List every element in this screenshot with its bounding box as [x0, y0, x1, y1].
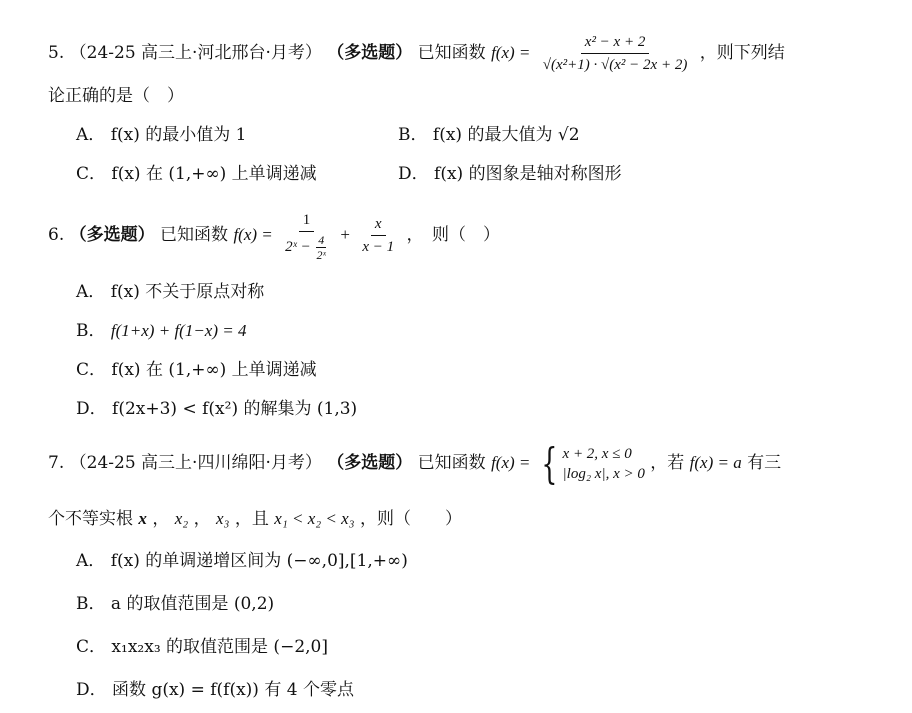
option-text: f(x) 的最小值为 1 — [110, 125, 247, 145]
option-text: f(x) 在 (1,+∞) 上单调递减 — [111, 164, 317, 184]
fraction-denominator: x − 1 — [362, 239, 395, 255]
nested-numerator: 4 — [318, 232, 325, 247]
stem-text: ，则（ ） — [360, 509, 462, 529]
option-label: C． — [76, 637, 107, 657]
option-text: f(x) 的图象是轴对称图形 — [434, 164, 622, 184]
option-text: x₁x₂x₃ 的取值范围是 (−2,0] — [111, 637, 328, 657]
separator: ， — [152, 509, 170, 529]
q6-option-c[interactable] — [76, 358, 317, 382]
inequality: x₁ < x₂ < x₃ — [274, 509, 355, 528]
question-7-stem-cont — [48, 507, 462, 531]
function-lhs: f(x) = — [233, 225, 273, 244]
q5-option-c[interactable] — [76, 162, 317, 186]
option-text: f(x) 不关于原点对称 — [110, 282, 265, 302]
option-label: D． — [76, 680, 107, 700]
option-label: A． — [76, 125, 106, 145]
question-7-stem — [48, 438, 781, 488]
q6-option-b[interactable] — [76, 319, 246, 343]
question-5-stem — [48, 32, 785, 75]
question-number: 6. — [48, 225, 65, 245]
stem-text: 已知函数 — [160, 225, 229, 245]
variable-x1: x — [138, 509, 147, 528]
option-label: D． — [76, 399, 107, 419]
separator: ， — [193, 509, 211, 529]
q7-option-a[interactable] — [76, 549, 408, 573]
function-fraction — [539, 32, 692, 75]
question-5-stem-cont — [48, 84, 184, 108]
case-1: x + 2, x ≤ 0 — [562, 445, 632, 462]
fraction-2 — [358, 214, 398, 257]
nested-fraction — [315, 233, 328, 262]
q5-option-d[interactable] — [398, 162, 622, 186]
variable-x3: x₃ — [216, 509, 230, 528]
q7-option-c[interactable] — [76, 635, 328, 659]
fraction-denominator — [281, 232, 332, 262]
option-label: A． — [76, 282, 106, 302]
denominator-term: 2ˣ − — [285, 238, 311, 255]
option-text: a 的取值范围是 (0,2) — [110, 594, 275, 614]
fraction-numerator: x — [371, 214, 386, 236]
stem-text: ，则下列结 — [699, 43, 785, 63]
stem-text: 已知函数 — [417, 453, 486, 473]
option-text: f(2x+3) < f(x²) 的解集为 (1,3) — [112, 399, 358, 419]
question-source: （24-25 高三上·河北邢台·月考） — [69, 43, 322, 63]
q5-option-a[interactable] — [76, 123, 246, 147]
option-label: B． — [76, 321, 106, 341]
q7-option-b[interactable] — [76, 592, 274, 616]
stem-text: 已知函数 — [417, 43, 486, 63]
option-text: f(x) 的最大值为 √2 — [432, 125, 580, 145]
option-label: A． — [76, 551, 106, 571]
option-text: 函数 g(x) = f(f(x)) 有 4 个零点 — [112, 680, 354, 700]
variable-x2: x₂ — [174, 509, 189, 528]
stem-text: 有三 — [747, 453, 782, 473]
stem-text: 个不等实根 — [48, 509, 133, 529]
question-tag: （多选题） — [327, 453, 413, 473]
nested-denominator: 2ˣ — [316, 247, 326, 262]
fraction-1 — [281, 210, 332, 262]
option-label: C． — [76, 360, 107, 380]
stem-text: ， 则（ ） — [406, 225, 501, 245]
question-tag: （多选题） — [327, 43, 413, 63]
case-2: |log₂ x|, x > 0 — [562, 465, 645, 482]
q6-option-a[interactable] — [76, 280, 264, 304]
fraction-numerator: x² − x + 2 — [581, 32, 650, 54]
function-lhs: f(x) = — [491, 453, 531, 472]
stem-text: 论正确的是（ ） — [48, 86, 184, 106]
question-tag: （多选题） — [69, 225, 155, 245]
fraction-denominator: √(x²+1) · √(x² − 2x + 2) — [542, 57, 688, 73]
plus-sign: + — [340, 225, 350, 244]
stem-text: ，且 — [234, 509, 269, 529]
option-label: C． — [76, 164, 107, 184]
condition: f(x) = a — [689, 453, 742, 472]
piecewise-function — [536, 438, 645, 488]
function-lhs: f(x) = — [491, 43, 531, 62]
option-label: B． — [76, 594, 106, 614]
stem-text: ，若 — [650, 453, 685, 473]
question-source: （24-25 高三上·四川绵阳·月考） — [69, 453, 322, 473]
option-text: f(1+x) + f(1−x) = 4 — [110, 321, 247, 340]
fraction-numerator: 1 — [299, 210, 315, 232]
question-6-stem — [48, 205, 500, 265]
option-label: B． — [398, 125, 428, 145]
option-label: D． — [398, 164, 429, 184]
q5-option-b[interactable] — [398, 123, 580, 147]
left-brace-icon: { — [541, 438, 558, 488]
q7-option-d[interactable] — [76, 678, 354, 702]
option-text: f(x) 的单调递增区间为 (−∞,0],[1,+∞) — [110, 551, 408, 571]
option-text: f(x) 在 (1,+∞) 上单调递减 — [111, 360, 317, 380]
question-number: 7. — [48, 453, 65, 473]
q6-option-d[interactable] — [76, 397, 357, 421]
question-number: 5. — [48, 43, 65, 63]
